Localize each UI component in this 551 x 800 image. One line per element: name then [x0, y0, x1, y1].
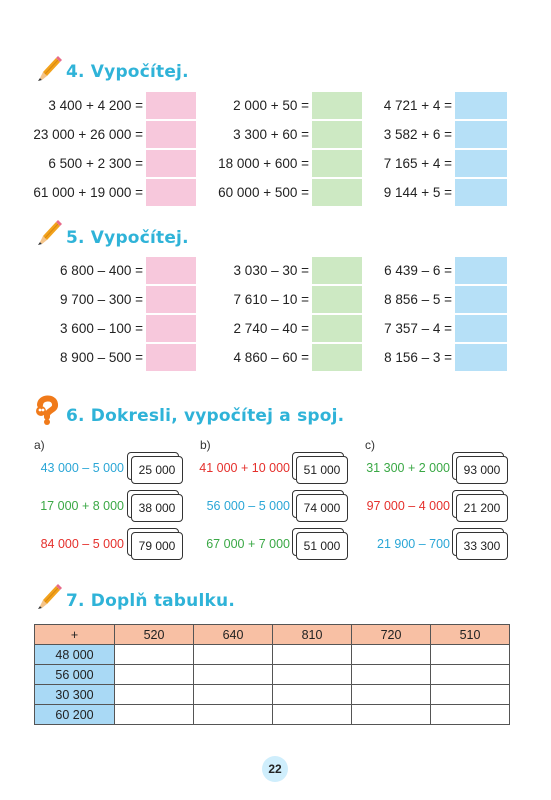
colored-expression: 17 000 + 8 000	[40, 499, 124, 513]
equation-label: 6 800 – 400 =	[60, 263, 143, 278]
equation-label: 4 860 – 60 =	[233, 350, 309, 365]
pencil-icon	[34, 580, 64, 610]
colored-expression: 41 000 + 10 000	[199, 461, 290, 475]
table-col-header: 520	[115, 625, 194, 645]
table-row-header: 60 200	[35, 705, 115, 725]
equation-label: 3 300 + 60 =	[233, 127, 309, 142]
colored-expression: 21 900 – 700	[377, 537, 450, 551]
table-answer-cell[interactable]	[273, 645, 352, 665]
exercise-7-title: 7. Doplň tabulku.	[66, 591, 235, 611]
answer-box[interactable]	[312, 344, 362, 371]
answer-box[interactable]	[455, 344, 507, 371]
table-answer-cell[interactable]	[115, 685, 194, 705]
result-card[interactable]: 33 300	[456, 532, 508, 560]
table-answer-cell[interactable]	[115, 645, 194, 665]
answer-box[interactable]	[455, 150, 507, 177]
table-answer-cell[interactable]	[431, 705, 510, 725]
colored-expression: 56 000 – 5 000	[206, 499, 290, 513]
answer-box[interactable]	[146, 257, 196, 284]
answer-box[interactable]	[146, 315, 196, 342]
table-corner-cell: +	[35, 625, 115, 645]
pencil-icon	[34, 52, 64, 82]
equation-label: 9 144 + 5 =	[383, 185, 452, 200]
answer-box[interactable]	[146, 179, 196, 206]
table-answer-cell[interactable]	[194, 685, 273, 705]
answer-box[interactable]	[455, 257, 507, 284]
answer-box[interactable]	[455, 286, 507, 313]
exercise-5-title: 5. Vypočítej.	[66, 228, 189, 248]
exercise-4-title: 4. Vypočítej.	[66, 62, 189, 82]
answer-box[interactable]	[312, 150, 362, 177]
equation-label: 3 600 – 100 =	[60, 321, 143, 336]
equation-label: 7 165 + 4 =	[383, 156, 452, 171]
answer-box[interactable]	[146, 286, 196, 313]
table-answer-cell[interactable]	[431, 685, 510, 705]
equation-label: 8 856 – 5 =	[384, 292, 452, 307]
answer-box[interactable]	[312, 179, 362, 206]
answer-box[interactable]	[146, 344, 196, 371]
table-answer-cell[interactable]	[352, 705, 431, 725]
table-row	[35, 645, 510, 665]
result-card[interactable]: 79 000	[131, 532, 183, 560]
colored-expression: 67 000 + 7 000	[206, 537, 290, 551]
equation-label: 8 156 – 3 =	[384, 350, 452, 365]
answer-box[interactable]	[312, 257, 362, 284]
exercise-6-title: 6. Dokresli, vypočítej a spoj.	[66, 406, 345, 426]
table-answer-cell[interactable]	[352, 685, 431, 705]
equation-label: 7 610 – 10 =	[233, 292, 309, 307]
equation-label: 2 000 + 50 =	[233, 98, 309, 113]
result-card[interactable]: 38 000	[131, 494, 183, 522]
answer-box[interactable]	[312, 92, 362, 119]
equation-label: 3 030 – 30 =	[233, 263, 309, 278]
table-answer-cell[interactable]	[194, 665, 273, 685]
table-answer-cell[interactable]	[352, 665, 431, 685]
subtask-label: c)	[365, 438, 375, 452]
colored-expression: 31 300 + 2 000	[366, 461, 450, 475]
table-header-row	[35, 625, 510, 645]
equation-label: 6 439 – 6 =	[384, 263, 452, 278]
table-answer-cell[interactable]	[273, 705, 352, 725]
table-answer-cell[interactable]	[273, 665, 352, 685]
subtask-label: b)	[200, 438, 211, 452]
result-card[interactable]: 25 000	[131, 456, 183, 484]
table-row	[35, 685, 510, 705]
equation-label: 61 000 + 19 000 =	[33, 185, 143, 200]
result-card[interactable]: 51 000	[296, 532, 348, 560]
result-card[interactable]: 74 000	[296, 494, 348, 522]
subtask-label: a)	[34, 438, 45, 452]
equation-label: 6 500 + 2 300 =	[48, 156, 143, 171]
answer-box[interactable]	[146, 150, 196, 177]
table-answer-cell[interactable]	[115, 665, 194, 685]
equation-label: 8 900 – 500 =	[60, 350, 143, 365]
table-col-header: 810	[273, 625, 352, 645]
result-card[interactable]: 51 000	[296, 456, 348, 484]
equation-label: 7 357 – 4 =	[384, 321, 452, 336]
table-answer-cell[interactable]	[431, 645, 510, 665]
equation-label: 9 700 – 300 =	[60, 292, 143, 307]
table-answer-cell[interactable]	[194, 705, 273, 725]
answer-box[interactable]	[312, 315, 362, 342]
table-col-header: 640	[194, 625, 273, 645]
answer-box[interactable]	[455, 315, 507, 342]
table-answer-cell[interactable]	[352, 645, 431, 665]
equation-label: 3 400 + 4 200 =	[48, 98, 143, 113]
answer-box[interactable]	[455, 121, 507, 148]
question-mark-icon	[32, 393, 62, 425]
addition-table	[34, 624, 510, 725]
pencil-icon	[34, 216, 64, 246]
equation-label: 2 740 – 40 =	[233, 321, 309, 336]
equation-label: 18 000 + 600 =	[218, 156, 309, 171]
colored-expression: 84 000 – 5 000	[40, 537, 124, 551]
table-row-header: 48 000	[35, 645, 115, 665]
answer-box[interactable]	[312, 121, 362, 148]
result-card[interactable]: 21 200	[456, 494, 508, 522]
answer-box[interactable]	[146, 121, 196, 148]
equation-label: 60 000 + 500 =	[218, 185, 309, 200]
equation-label: 23 000 + 26 000 =	[33, 127, 143, 142]
table-row-header: 56 000	[35, 665, 115, 685]
equation-label: 3 582 + 6 =	[383, 127, 452, 142]
table-answer-cell[interactable]	[194, 645, 273, 665]
table-row	[35, 705, 510, 725]
page-number: 22	[262, 756, 288, 782]
result-card[interactable]: 93 000	[456, 456, 508, 484]
colored-expression: 43 000 – 5 000	[40, 461, 124, 475]
equation-label: 4 721 + 4 =	[383, 98, 452, 113]
table-row	[35, 665, 510, 685]
answer-box[interactable]	[312, 286, 362, 313]
table-col-header: 720	[352, 625, 431, 645]
table-answer-cell[interactable]	[115, 705, 194, 725]
table-col-header: 510	[431, 625, 510, 645]
table-row-header: 30 300	[35, 685, 115, 705]
answer-box[interactable]	[146, 92, 196, 119]
colored-expression: 97 000 – 4 000	[366, 499, 450, 513]
table-answer-cell[interactable]	[273, 685, 352, 705]
table-answer-cell[interactable]	[431, 665, 510, 685]
answer-box[interactable]	[455, 179, 507, 206]
answer-box[interactable]	[455, 92, 507, 119]
